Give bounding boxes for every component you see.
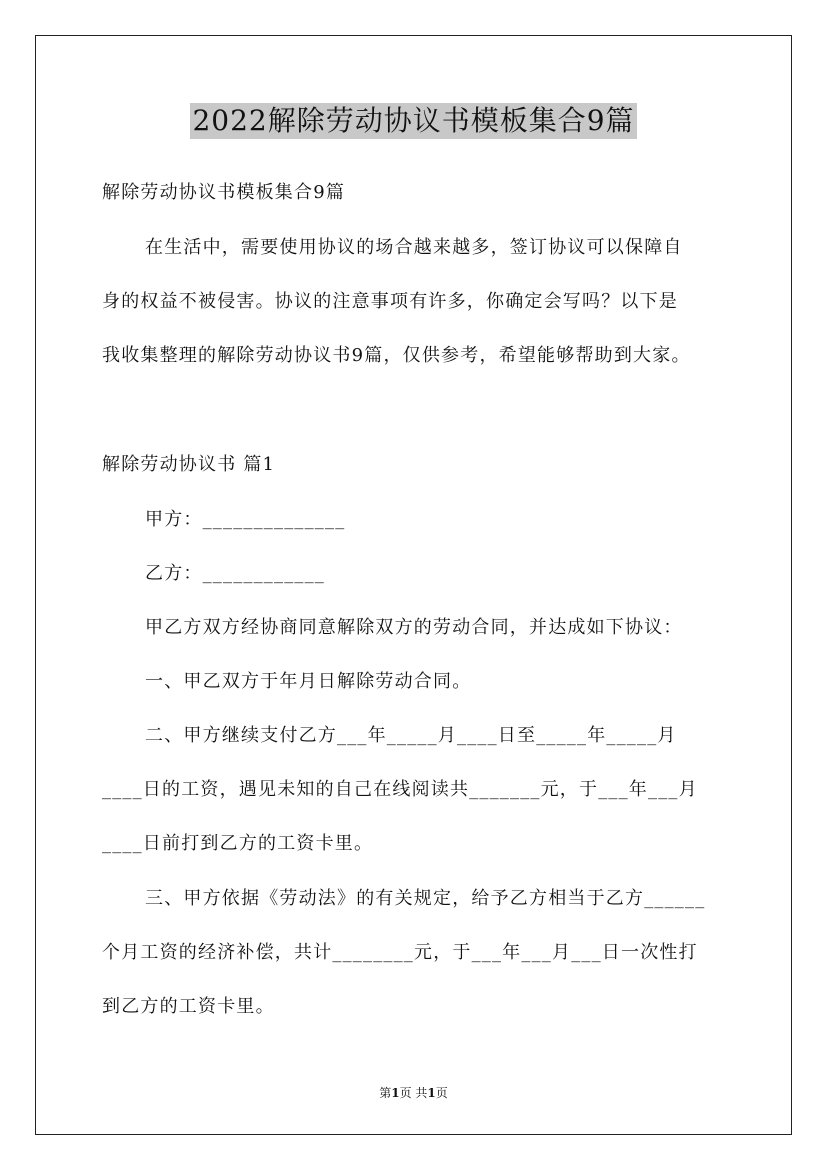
footer-mid: 页 共 [399,1086,428,1100]
intro-line-1: 在生活中，需要使用协议的场合越来越多，签订协议可以保障自 [145,237,683,258]
intro-line-3: 我收集整理的解除劳动协议书9篇，仅供参考，希望能够帮助到大家。 [102,345,691,366]
document-title-wrap [0,103,827,139]
clause-2-line-1: 二、甲方继续支付乙方___年_____月____日至_____年_____月 [145,725,677,746]
clause-1: 一、甲乙双方于年月日解除劳动合同。 [145,671,472,692]
document-title: 2022解除劳动协议书模板集合9篇 [192,104,635,137]
section-heading: 解除劳动协议书 篇1 [102,454,276,475]
clause-3-line-1: 三、甲方依据《劳动法》的有关规定，给予乙方相当于乙方______ [145,888,706,909]
intro-line-2: 身的权益不被侵害。协议的注意事项有许多，你确定会写吗？以下是 [102,291,678,312]
footer-suffix: 页 [435,1086,448,1100]
party-a-line: 甲方：______________ [145,509,346,530]
subtitle-line: 解除劳动协议书模板集合9篇 [102,182,346,203]
clause-3-line-2: 个月工资的经济补偿，共计________元，于___年___月___日一次性打 [102,942,698,963]
agreement-line: 甲乙方双方经协商同意解除双方的劳动合同，并达成如下协议： [145,617,683,638]
footer-total-pages: 1 [427,1086,436,1100]
clause-2-line-3: ____日前打到乙方的工资卡里。 [102,833,374,854]
clause-2-line-2: ____日的工资，遇见未知的自己在线阅读共_______元，于___年___月 [102,779,698,800]
clause-3-line-3: 到乙方的工资卡里。 [102,996,275,1017]
footer-prefix: 第 [379,1086,392,1100]
party-b-line: 乙方：____________ [145,563,325,584]
page-footer [0,1085,827,1101]
footer-current-page: 1 [391,1086,400,1100]
